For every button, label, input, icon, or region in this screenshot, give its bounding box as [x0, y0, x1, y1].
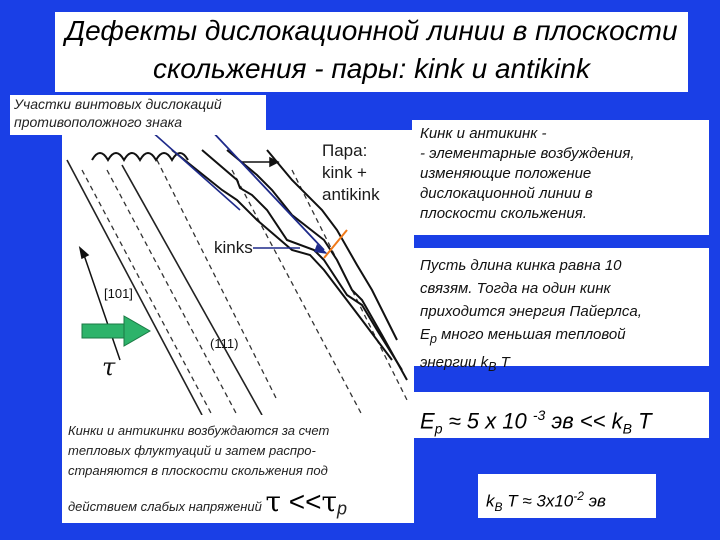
definition-line: плоскости скольжения.: [420, 205, 587, 222]
label-111: (111): [210, 336, 239, 351]
callout-line-2: противоположного знака: [14, 114, 183, 130]
kinks-label: kinks: [214, 238, 253, 257]
tau-arrow-small: [242, 158, 278, 166]
slide-title: [55, 12, 688, 92]
energy-line: связям. Тогда на один кинк: [420, 280, 611, 297]
definition-line: Кинк и антикинк -: [420, 125, 547, 142]
title-line-2: скольжения - пары: kink и antikink: [153, 53, 590, 84]
caption-line: действием слабых напряжений $\tau <<\tau_p$: [68, 485, 347, 519]
energy-line: Пусть длина кинка равна 10: [420, 257, 622, 274]
energy-line: приходится энергия Пайерлса,: [420, 303, 642, 320]
title-line-1: Дефекты дислокационной линии в плоскости: [65, 15, 678, 46]
energy-explanation: [412, 248, 709, 374]
callout-line-1: Участки винтовых дислокаций: [14, 96, 222, 112]
definition-line: изменяющие положение: [420, 165, 592, 182]
pair-label: Пара: kink + antikink: [322, 141, 380, 204]
kink-definition: [412, 120, 709, 235]
tau-arrow-green: [82, 316, 150, 346]
screw-callout: [10, 95, 266, 135]
label-101: [101]: [104, 286, 133, 301]
dislocation-figure: [62, 130, 414, 415]
tau-symbol-figure: τ: [102, 353, 116, 381]
screw-wave: [92, 153, 188, 160]
definition-line: дислокационной линии в: [420, 185, 593, 202]
pair-pointer-line: [192, 130, 324, 250]
definition-line: - элементарные возбуждения,: [420, 145, 635, 162]
direction-arrow-101: [80, 248, 120, 360]
caption-line: Кинки и антикинки возбуждаются за счет: [68, 423, 330, 438]
caption-line: страняются в плоскости скольжения под: [68, 463, 328, 478]
caption-line: тепловых флуктуаций и затем распро-: [68, 443, 316, 458]
thermal-energy-formula: $k_B$ $T \approx 3x10^{-2}$ эв: [478, 474, 656, 518]
peierls-energy-formula: $E_p \approx 5$ x 10 $^{-3}$ эв << $k_B$ T: [412, 392, 709, 438]
figure-caption: [62, 415, 414, 523]
energy-line: $E_p$ много меньшая тепловой: [420, 326, 626, 346]
energy-line: энергии $k_B$ T: [420, 354, 510, 374]
